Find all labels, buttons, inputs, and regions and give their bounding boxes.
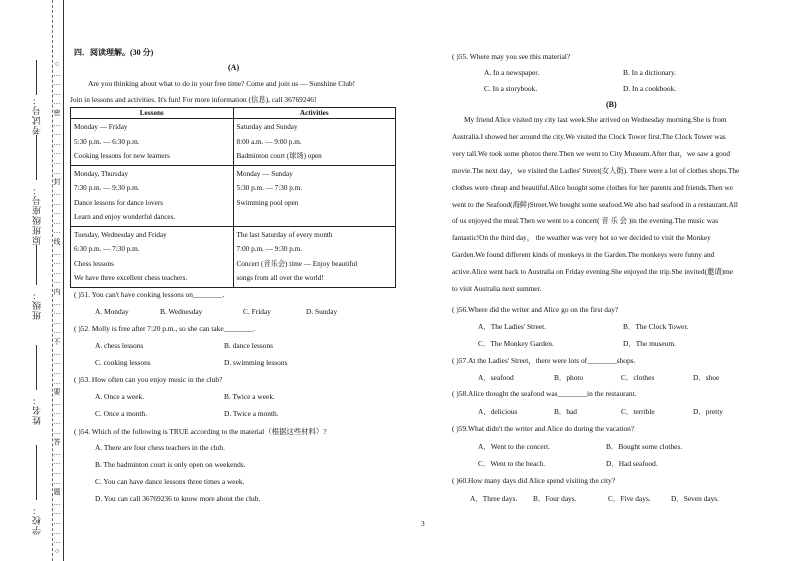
passage-line: clothes were cheap and beautiful.Alice bought some clothes for her parents and friends.Then we	[452, 182, 734, 192]
seal-char: …	[53, 119, 61, 128]
table-row	[71, 226, 396, 287]
lessons-header: Lessons	[71, 108, 234, 119]
seal-char: …	[53, 98, 61, 107]
cell-line: Dance lessons for dance lovers	[74, 198, 164, 207]
q56-option-d[interactable]: D．The museum.	[623, 339, 676, 348]
seal-char: 密	[53, 109, 61, 118]
q59-option-d[interactable]: D．Had seafood.	[606, 459, 658, 468]
seal-char: …	[53, 317, 61, 326]
question-57: ( )57.At the Ladies' Street，there were lots of________shops.	[452, 356, 636, 365]
q58-option-b[interactable]: B．bad	[554, 407, 577, 416]
table-row	[71, 165, 396, 226]
q57-option-c[interactable]: C．clothes	[621, 373, 655, 382]
seal-char: 线	[53, 237, 61, 246]
seal-char: …	[53, 208, 61, 217]
seal-char: …	[53, 158, 61, 167]
name-label: 姓名：	[32, 395, 42, 425]
page-number: 3	[421, 519, 425, 528]
q51-option-a[interactable]: A. Monday	[95, 307, 129, 316]
passage-line: My friend Alice visited my city last week.She arrived on Wednesday morning.She is from	[464, 115, 727, 124]
q51-option-c[interactable]: C. Friday	[243, 307, 271, 316]
cell-line: Chess lessons	[74, 259, 114, 268]
passage-line: went to the Seafood(海鲜)Street.We bought some seafood.We also had seafood in a restaurant.All	[452, 199, 738, 209]
q60-option-d[interactable]: D．Seven days.	[671, 494, 720, 503]
seal-char: …	[53, 308, 61, 317]
intro-line-2: Join in lessons and activities. It's fun! For more information (信息), call 36769246!	[70, 95, 317, 104]
seal-char: 题	[53, 488, 61, 497]
school-label: 学校：	[32, 505, 42, 535]
q53-option-c[interactable]: C. Once a month.	[95, 409, 147, 418]
q51-option-b[interactable]: B. Wednesday	[160, 307, 203, 316]
seal-char: 封	[53, 178, 61, 187]
cell-line: 7:00 p.m. — 9:30 p.m.	[236, 245, 302, 253]
q54-option-d[interactable]: D. You can call 36769236 to know more about the club.	[95, 494, 261, 503]
cell-line: 6:30 p.m. — 7:30 p.m.	[74, 245, 140, 253]
cell-line: Monday — Sunday	[236, 169, 293, 178]
seal-char: …	[53, 398, 61, 407]
lesson-cell	[71, 226, 234, 287]
q52-option-c[interactable]: C. cooking lessons	[95, 358, 151, 367]
cell-line: Monday — Friday	[74, 123, 128, 131]
seal-char: …	[53, 367, 61, 376]
q58-option-a[interactable]: A．delicious	[478, 407, 518, 416]
cell-line: We have three excellent chess teachers.	[74, 274, 188, 282]
question-55: ( )55. Where may you see this material?	[452, 52, 571, 61]
q55-option-c[interactable]: C. In a storybook.	[484, 84, 538, 93]
seal-char: …	[53, 277, 61, 286]
seal-char: …	[53, 148, 61, 157]
q59-option-c[interactable]: C．Went to the beach.	[478, 459, 546, 468]
seal-char: …	[53, 217, 61, 226]
seal-char: …	[53, 129, 61, 138]
passage-line: Garden.We found different kinds of monkeys in the Garden.The monkeys were funny and	[452, 250, 715, 260]
seal-char: …	[53, 498, 61, 507]
seal-char: ○	[54, 546, 60, 555]
activity-cell	[233, 226, 396, 287]
class-label: 班级：	[32, 290, 42, 320]
cell-line: Cooking lessons for new learners	[74, 152, 170, 160]
passage-line: movie.The next day，we visited the Ladies' Street(女人街). There were a lot of clothes shops.The	[452, 165, 740, 175]
seal-char: …	[53, 358, 61, 367]
question-51: ( )51. You can't have cooking lessons on________.	[74, 290, 225, 299]
seal-char: …	[53, 258, 61, 267]
name-line	[36, 345, 37, 390]
seal-char: …	[53, 448, 61, 457]
table-row	[71, 119, 396, 166]
q54-option-a[interactable]: A. There are four chess teachers in the club.	[95, 443, 225, 452]
cell-line: 5:30 p.m. — 7:30 p.m.	[236, 184, 302, 192]
q52-option-d[interactable]: D. swimming lessons	[224, 358, 288, 367]
class-number-line	[36, 135, 37, 180]
q57-option-a[interactable]: A．seafood	[478, 373, 514, 382]
q51-option-d[interactable]: D. Sunday	[306, 307, 338, 316]
seal-char: …	[53, 467, 61, 476]
passage-line: Australia.I showed her around the city.We visited the Clock Tower first.The Clock Tower was	[452, 131, 726, 141]
intro-line-1: Are you thinking about what to do in your free time? Come and join us — Sunshine Club!	[88, 79, 356, 88]
cell-line: Concert (音乐会) time — Enjoy beautiful	[236, 259, 358, 268]
seal-char: 内	[53, 288, 61, 297]
q55-option-d[interactable]: D. In a cookbook.	[623, 84, 677, 93]
cell-line: 7:30 p.m. — 9:30 p.m.	[74, 184, 140, 192]
q54-option-b[interactable]: B. The badminton court is only open on weekends.	[95, 460, 246, 469]
seal-char: …	[53, 248, 61, 257]
seal-char: 要	[53, 388, 61, 397]
passage-line: to visit Australia next summer.	[452, 284, 542, 294]
cell-line: 5:30 p.m. — 6:30 p.m.	[74, 137, 140, 146]
seal-char: …	[53, 138, 61, 147]
class-number-label: 原班级座号：	[32, 185, 42, 245]
question-52: ( )52. Molly is free after 7:20 p.m., so she can take________.	[74, 324, 256, 333]
q55-option-b[interactable]: B. In a dictionary.	[623, 68, 677, 77]
section-title: 四．阅读理解。(30 分)	[74, 48, 154, 57]
seal-char: …	[53, 298, 61, 307]
seal-char: 答	[53, 438, 61, 447]
lesson-cell	[71, 165, 234, 226]
seal-char: …	[53, 408, 61, 417]
question-54: ( )54. Which of the following is TRUE according to the material（根据这些材料）?	[74, 427, 327, 436]
cell-line: Learn and enjoy wonderful dances.	[74, 213, 176, 221]
seal-char: …	[53, 527, 61, 536]
exam-number-label: 考试号：	[32, 95, 42, 135]
seal-char: …	[53, 518, 61, 527]
binding-line-right	[63, 0, 64, 561]
seal-char: …	[53, 427, 61, 436]
cell-line: Badminton court (球场) open	[236, 152, 322, 160]
activity-cell	[233, 119, 396, 166]
q60-option-a[interactable]: A．Three days.	[470, 494, 518, 503]
activities-header: Activities	[233, 108, 396, 119]
seal-char: …	[53, 537, 61, 546]
cell-line: The last Saturday of every month	[236, 230, 333, 239]
seal-char: 不	[53, 338, 61, 347]
seal-char: …	[53, 508, 61, 517]
q60-option-b[interactable]: B．Four days.	[533, 494, 577, 503]
q56-option-b[interactable]: B．The Clock Tower.	[623, 322, 689, 331]
seal-char: …	[53, 227, 61, 236]
question-58: ( )58.Alice thought the seafood was________in the restaurant.	[452, 389, 637, 398]
part-a-label: (A)	[228, 63, 240, 72]
q60-option-c[interactable]: C．Five days.	[608, 494, 651, 503]
class-line	[36, 245, 37, 285]
q53-option-d[interactable]: D. Twice a month.	[224, 409, 279, 418]
seal-char: …	[53, 167, 61, 176]
q57-option-b[interactable]: B．photo	[554, 373, 584, 382]
seal-char: …	[53, 477, 61, 486]
seal-char: …	[53, 417, 61, 426]
q52-option-b[interactable]: B. dance lessons	[224, 341, 274, 350]
cell-line: 8:00 a.m. — 9:00 p.m.	[236, 137, 302, 146]
question-53: ( )53. How often can you enjoy music in the club?	[74, 375, 223, 384]
question-56: ( )56.Where did the writer and Alice go on the first day?	[452, 305, 619, 314]
q58-option-d[interactable]: D．pretty	[693, 407, 723, 416]
seal-char: …	[53, 79, 61, 88]
question-60: ( )60.How many days did Alice spend visiting the city?	[452, 476, 615, 485]
cell-line: Tuesday, Wednesday and Friday	[74, 230, 167, 239]
lesson-cell	[71, 119, 234, 166]
q56-option-a[interactable]: A．The Ladies' Street.	[478, 322, 547, 331]
seal-char: …	[53, 267, 61, 276]
schedule-table	[70, 107, 396, 288]
q53-option-b[interactable]: B. Twice a week.	[224, 392, 275, 401]
seal-char: …	[53, 198, 61, 207]
q57-option-d[interactable]: D．shoe	[693, 373, 720, 382]
exam-number-line	[36, 60, 37, 95]
passage-b	[452, 112, 772, 298]
q59-option-b[interactable]: B．Bought some clothes.	[606, 442, 683, 451]
passage-line: of us enjoyed the meal.Then we went to a concert( 音 乐 会 )in the evening.The music was	[452, 216, 719, 226]
q58-option-c[interactable]: C．terrible	[621, 407, 655, 416]
passage-line: active.Alice went back to Australia on Friday evening.She enjoyed the trip.She invited(邀请)me	[452, 267, 733, 277]
passage-line: fantastic!On the third day， the weather was very hot so we decided to visit the Monkey	[452, 233, 711, 243]
seal-char: …	[53, 348, 61, 357]
seal-char: ○	[54, 60, 60, 68]
seal-char: …	[53, 69, 61, 78]
question-59: ( )59.What didn't the writer and Alice do during the vacation?	[452, 424, 635, 433]
cell-line: Swimming pool open	[236, 198, 299, 207]
seal-char: …	[53, 327, 61, 336]
q54-option-c[interactable]: C. You can have dance lessons three times a week.	[95, 477, 245, 486]
q52-option-a[interactable]: A. chess lessons	[95, 341, 144, 350]
q55-option-a[interactable]: A. In a newspaper.	[484, 68, 540, 77]
seal-char: …	[53, 188, 61, 197]
seal-char: …	[53, 458, 61, 467]
school-line	[36, 445, 37, 500]
seal-char: …	[53, 377, 61, 386]
activity-cell	[233, 165, 396, 226]
q53-option-a[interactable]: A. Once a week.	[95, 392, 145, 401]
passage-line: very tall.We took some photos there.Then we went to City Museum.After that，we saw a good	[452, 148, 731, 158]
cell-line: Monday, Thursday	[74, 169, 129, 178]
cell-line: songs from all over the world!	[236, 274, 324, 282]
seal-char: …	[53, 88, 61, 97]
seal-line-text	[53, 60, 61, 555]
part-b-label: (B)	[606, 100, 617, 109]
cell-line: Saturday and Sunday	[236, 123, 298, 131]
q56-option-c[interactable]: C．The Monkey Garden.	[478, 339, 554, 348]
q59-option-a[interactable]: A．Went to the concert.	[478, 442, 551, 451]
